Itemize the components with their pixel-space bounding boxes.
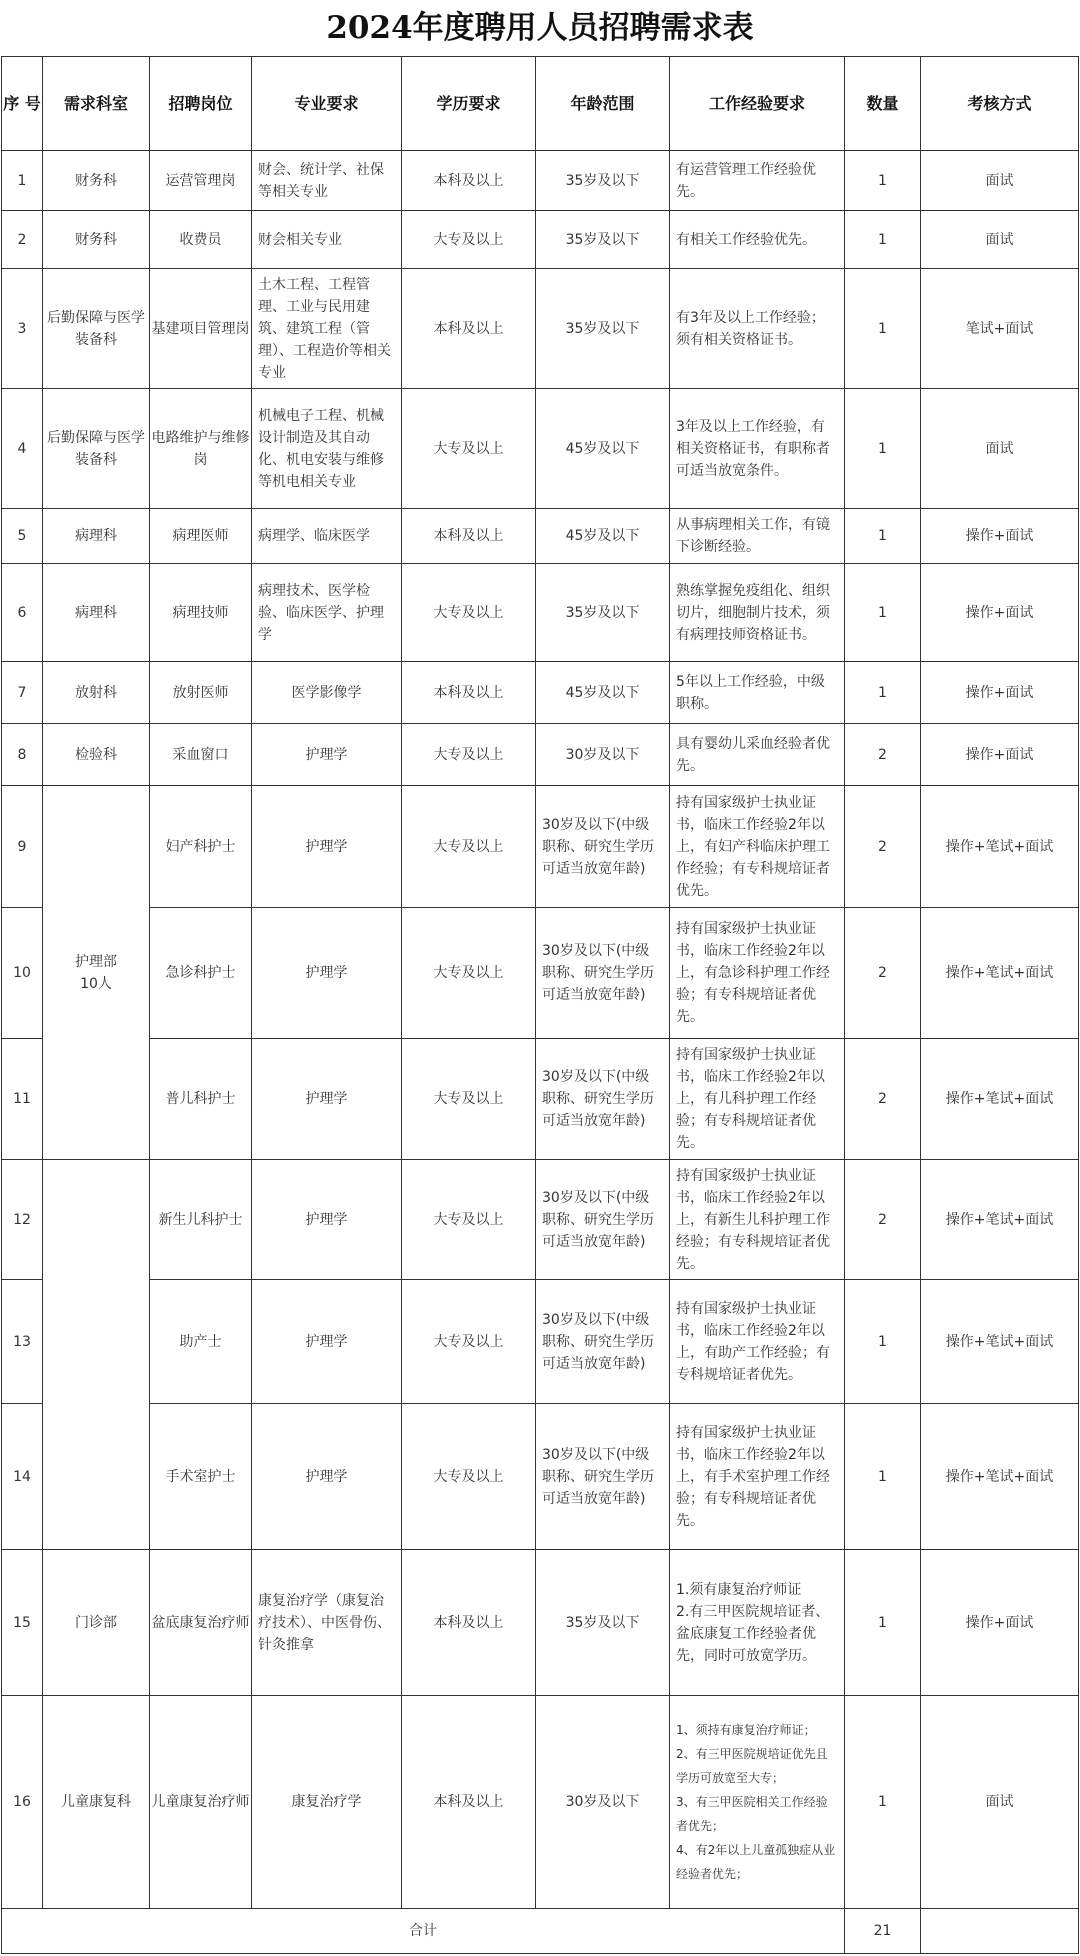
header-exp: 工作经验要求: [670, 57, 845, 151]
cell-dept: 财务科: [43, 211, 150, 269]
cell-exp: 持有国家级护士执业证书，临床工作经验2年以上，有儿科护理工作经验；有专科规培证者优先。: [670, 1039, 845, 1160]
cell-post: 病理技师: [150, 564, 252, 662]
cell-qty: 2: [845, 908, 921, 1039]
cell-exam: 操作+面试: [921, 509, 1079, 564]
cell-exam: 操作+笔试+面试: [921, 908, 1079, 1039]
cell-qty: 1: [845, 1550, 921, 1696]
cell-qty: 1: [845, 269, 921, 389]
cell-post: 运营管理岗: [150, 151, 252, 211]
table-row: [2, 211, 1079, 269]
cell-dept: 病理科: [43, 509, 150, 564]
cell-no: 11: [2, 1039, 43, 1160]
table-row: [2, 389, 1079, 509]
cell-age: 45岁及以下: [536, 389, 670, 509]
header-major: 专业要求: [252, 57, 402, 151]
table-row: [2, 786, 1079, 908]
cell-post: 助产士: [150, 1280, 252, 1404]
cell-exam: 笔试+面试: [921, 269, 1079, 389]
cell-age: 45岁及以下: [536, 509, 670, 564]
cell-edu: 大专及以上: [402, 1039, 536, 1160]
cell-major: 康复治疗学: [252, 1696, 402, 1909]
table-row: [2, 1280, 1079, 1404]
cell-no: 8: [2, 724, 43, 786]
cell-qty: 1: [845, 662, 921, 724]
cell-edu: 本科及以上: [402, 151, 536, 211]
table-row: [2, 151, 1079, 211]
cell-exp: 持有国家级护士执业证书，临床工作经验2年以上，有妇产科临床护理工作经验；有专科规培证者优先。: [670, 786, 845, 908]
table-row: [2, 662, 1079, 724]
cell-major: 护理学: [252, 908, 402, 1039]
cell-exp: 持有国家级护士执业证书，临床工作经验2年以上，有助产工作经验；有专科规培证者优先。: [670, 1280, 845, 1404]
cell-dept: 检验科: [43, 724, 150, 786]
cell-major: 病理技术、医学检验、临床医学、护理学: [252, 564, 402, 662]
cell-dept: 后勤保障与医学装备科: [43, 389, 150, 509]
cell-dept-empty: [43, 1160, 150, 1550]
table-row: [2, 1404, 1079, 1550]
table-row: [2, 1160, 1079, 1280]
cell-no: 16: [2, 1696, 43, 1909]
cell-post: 盆底康复治疗师: [150, 1550, 252, 1696]
cell-post: 妇产科护士: [150, 786, 252, 908]
recruitment-table: [1, 56, 1079, 1954]
cell-edu: 大专及以上: [402, 1404, 536, 1550]
cell-edu: 本科及以上: [402, 1696, 536, 1909]
cell-post: 普儿科护士: [150, 1039, 252, 1160]
total-exam-empty: [921, 1909, 1079, 1954]
cell-no: 4: [2, 389, 43, 509]
total-label: 合计: [2, 1909, 845, 1954]
total-qty: 21: [845, 1909, 921, 1954]
cell-qty: 1: [845, 509, 921, 564]
cell-exam: 操作+笔试+面试: [921, 1280, 1079, 1404]
cell-dept-nursing: 护理部 10人: [43, 786, 150, 1160]
cell-exp: 持有国家级护士执业证书，临床工作经验2年以上，有新生儿科护理工作经验；有专科规培证者优先。: [670, 1160, 845, 1280]
cell-exam: 操作+面试: [921, 662, 1079, 724]
cell-exam: 操作+笔试+面试: [921, 1039, 1079, 1160]
table-row: [2, 1696, 1079, 1909]
cell-qty: 1: [845, 211, 921, 269]
cell-edu: 大专及以上: [402, 564, 536, 662]
cell-major: 护理学: [252, 1039, 402, 1160]
cell-major: 医学影像学: [252, 662, 402, 724]
cell-post: 急诊科护士: [150, 908, 252, 1039]
cell-no: 15: [2, 1550, 43, 1696]
cell-no: 10: [2, 908, 43, 1039]
table-row: [2, 509, 1079, 564]
cell-qty: 2: [845, 1039, 921, 1160]
cell-exam: 操作+面试: [921, 564, 1079, 662]
cell-age: 30岁及以下: [536, 724, 670, 786]
cell-edu: 大专及以上: [402, 1160, 536, 1280]
cell-age: 30岁及以下(中级职称、研究生学历可适当放宽年龄): [536, 1039, 670, 1160]
cell-age: 35岁及以下: [536, 269, 670, 389]
cell-exp: 1.须有康复治疗师证 2.有三甲医院规培证者、盆底康复工作经验者优先，同时可放宽学历。: [670, 1550, 845, 1696]
cell-qty: 1: [845, 151, 921, 211]
cell-exam: 面试: [921, 1696, 1079, 1909]
cell-age: 30岁及以下(中级职称、研究生学历可适当放宽年龄): [536, 786, 670, 908]
cell-edu: 大专及以上: [402, 908, 536, 1039]
cell-age: 35岁及以下: [536, 564, 670, 662]
header-exam: 考核方式: [921, 57, 1079, 151]
cell-edu: 大专及以上: [402, 1280, 536, 1404]
table-row: [2, 724, 1079, 786]
cell-qty: 2: [845, 786, 921, 908]
table-header-row: [2, 57, 1079, 151]
cell-dept: 儿童康复科: [43, 1696, 150, 1909]
cell-qty: 1: [845, 1404, 921, 1550]
cell-dept: 病理科: [43, 564, 150, 662]
cell-exp: 从事病理相关工作，有镜下诊断经验。: [670, 509, 845, 564]
cell-post: 采血窗口: [150, 724, 252, 786]
cell-dept: 放射科: [43, 662, 150, 724]
cell-exp: 3年及以上工作经验，有相关资格证书，有职称者可适当放宽条件。: [670, 389, 845, 509]
cell-no: 9: [2, 786, 43, 908]
cell-post: 收费员: [150, 211, 252, 269]
cell-edu: 大专及以上: [402, 211, 536, 269]
cell-age: 30岁及以下(中级职称、研究生学历可适当放宽年龄): [536, 1160, 670, 1280]
cell-no: 5: [2, 509, 43, 564]
cell-major: 护理学: [252, 1160, 402, 1280]
header-age: 年龄范围: [536, 57, 670, 151]
cell-age: 35岁及以下: [536, 151, 670, 211]
cell-edu: 大专及以上: [402, 724, 536, 786]
cell-qty: 1: [845, 1696, 921, 1909]
cell-edu: 本科及以上: [402, 662, 536, 724]
cell-no: 3: [2, 269, 43, 389]
cell-qty: 1: [845, 1280, 921, 1404]
cell-edu: 本科及以上: [402, 269, 536, 389]
cell-age: 35岁及以下: [536, 211, 670, 269]
cell-exam: 操作+面试: [921, 724, 1079, 786]
cell-post: 基建项目管理岗: [150, 269, 252, 389]
cell-exp: 5年以上工作经验，中级职称。: [670, 662, 845, 724]
cell-post: 新生儿科护士: [150, 1160, 252, 1280]
cell-no: 2: [2, 211, 43, 269]
cell-age: 35岁及以下: [536, 1550, 670, 1696]
table-row: [2, 908, 1079, 1039]
cell-qty: 2: [845, 1160, 921, 1280]
cell-major: 病理学、临床医学: [252, 509, 402, 564]
cell-major: 护理学: [252, 724, 402, 786]
cell-exam: 操作+笔试+面试: [921, 1404, 1079, 1550]
table-row: [2, 1039, 1079, 1160]
cell-no: 14: [2, 1404, 43, 1550]
cell-major: 护理学: [252, 786, 402, 908]
cell-edu: 本科及以上: [402, 1550, 536, 1696]
cell-age: 30岁及以下(中级职称、研究生学历可适当放宽年龄): [536, 1404, 670, 1550]
cell-dept: 财务科: [43, 151, 150, 211]
total-row: [2, 1909, 1079, 1954]
header-qty: 数量: [845, 57, 921, 151]
page-title: 2024年度聘用人员招聘需求表: [326, 10, 754, 46]
header-dept: 需求科室: [43, 57, 150, 151]
cell-no: 7: [2, 662, 43, 724]
cell-dept: 门诊部: [43, 1550, 150, 1696]
cell-exp: 有运营管理工作经验优先。: [670, 151, 845, 211]
table-row: [2, 1550, 1079, 1696]
cell-exp: 熟练掌握免疫组化、组织切片，细胞制片技术，须有病理技师资格证书。: [670, 564, 845, 662]
header-edu: 学历要求: [402, 57, 536, 151]
cell-post: 放射医师: [150, 662, 252, 724]
cell-exp: 有3年及以上工作经验；须有相关资格证书。: [670, 269, 845, 389]
header-post: 招聘岗位: [150, 57, 252, 151]
cell-exam: 面试: [921, 211, 1079, 269]
cell-age: 30岁及以下: [536, 1696, 670, 1909]
cell-age: 30岁及以下(中级职称、研究生学历可适当放宽年龄): [536, 908, 670, 1039]
cell-no: 12: [2, 1160, 43, 1280]
cell-post: 电路维护与维修岗: [150, 389, 252, 509]
cell-qty: 1: [845, 389, 921, 509]
cell-exam: 面试: [921, 151, 1079, 211]
cell-major: 护理学: [252, 1404, 402, 1550]
cell-exam: 面试: [921, 389, 1079, 509]
table-row: [2, 564, 1079, 662]
cell-exp: 持有国家级护士执业证书，临床工作经验2年以上，有手术室护理工作经验；有专科规培证者优先。: [670, 1404, 845, 1550]
cell-exam: 操作+面试: [921, 1550, 1079, 1696]
cell-major: 财会相关专业: [252, 211, 402, 269]
cell-age: 45岁及以下: [536, 662, 670, 724]
cell-age: 30岁及以下(中级职称、研究生学历可适当放宽年龄): [536, 1280, 670, 1404]
cell-major: 土木工程、工程管理、工业与民用建筑、建筑工程（管理）、工程造价等相关专业: [252, 269, 402, 389]
cell-major: 护理学: [252, 1280, 402, 1404]
cell-edu: 大专及以上: [402, 389, 536, 509]
table-row: [2, 269, 1079, 389]
header-no: 序 号: [2, 57, 43, 151]
cell-exp: 持有国家级护士执业证书，临床工作经验2年以上，有急诊科护理工作经验；有专科规培证者优先。: [670, 908, 845, 1039]
cell-post: 儿童康复治疗师: [150, 1696, 252, 1909]
cell-exp: 具有婴幼儿采血经验者优先。: [670, 724, 845, 786]
cell-dept: 后勤保障与医学装备科: [43, 269, 150, 389]
cell-edu: 本科及以上: [402, 509, 536, 564]
cell-post: 病理医师: [150, 509, 252, 564]
cell-post: 手术室护士: [150, 1404, 252, 1550]
cell-exp: 1、须持有康复治疗师证； 2、有三甲医院规培证优先且学历可放宽至大专； 3、有三甲医院相关工作经验者优先； 4、有2年以上儿童孤独症从业经验者优先；: [670, 1696, 845, 1909]
cell-major: 财会、统计学、社保等相关专业: [252, 151, 402, 211]
cell-major: 机械电子工程、机械设计制造及其自动化、机电安装与维修等机电相关专业: [252, 389, 402, 509]
cell-qty: 2: [845, 724, 921, 786]
cell-no: 6: [2, 564, 43, 662]
cell-exam: 操作+笔试+面试: [921, 1160, 1079, 1280]
cell-major: 康复治疗学（康复治疗技术）、中医骨伤、针灸推拿: [252, 1550, 402, 1696]
cell-exam: 操作+笔试+面试: [921, 786, 1079, 908]
cell-edu: 大专及以上: [402, 786, 536, 908]
cell-qty: 1: [845, 564, 921, 662]
cell-no: 1: [2, 151, 43, 211]
cell-no: 13: [2, 1280, 43, 1404]
cell-exp: 有相关工作经验优先。: [670, 211, 845, 269]
